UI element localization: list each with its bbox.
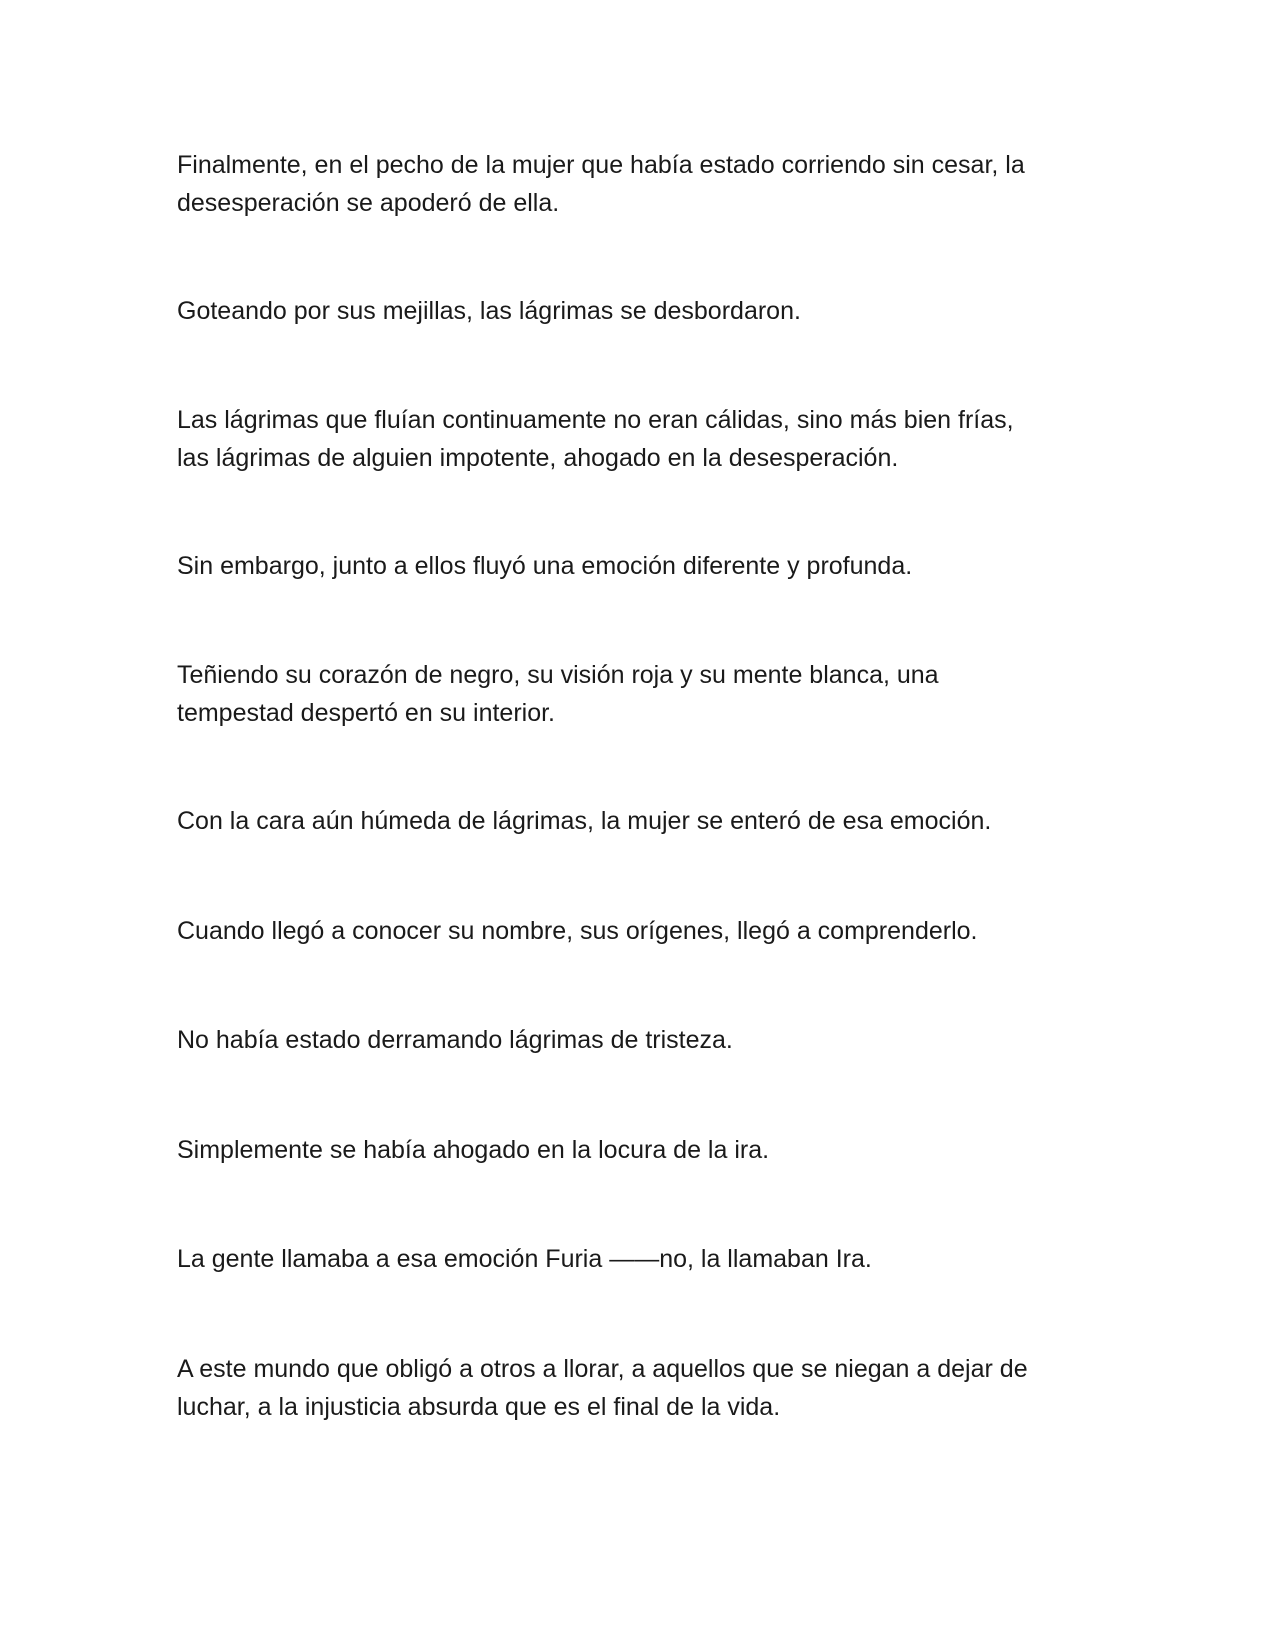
paragraph-line: A este mundo que obligó a otros a llorar, a aquellos que se niegan a dejar de [177, 1355, 1028, 1383]
paragraph-line: Las lágrimas que fluían continuamente no eran cálidas, sino más bien frías, [177, 406, 1014, 434]
paragraph-7 [177, 912, 1097, 950]
paragraph-line: las lágrimas de alguien impotente, ahogado en la desesperación. [177, 444, 899, 472]
paragraph-line: Simplemente se había ahogado en la locura de la ira. [177, 1136, 770, 1164]
paragraph-2 [177, 292, 1097, 330]
paragraph-line: tempestad despertó en su interior. [177, 699, 556, 727]
paragraph-4 [177, 547, 1097, 585]
paragraph-line: Teñiendo su corazón de negro, su visión roja y su mente blanca, una [177, 661, 939, 689]
paragraph-line: La gente llamaba a esa emoción Furia ——no, la llamaban Ira. [177, 1245, 872, 1273]
paragraph-1 [177, 146, 1097, 222]
paragraph-5 [177, 656, 1097, 732]
paragraph-line: Con la cara aún húmeda de lágrimas, la mujer se enteró de esa emoción. [177, 807, 992, 835]
paragraph-line: No había estado derramando lágrimas de tristeza. [177, 1026, 733, 1054]
paragraph-line: luchar, a la injusticia absurda que es el final de la vida. [177, 1393, 781, 1421]
paragraph-10 [177, 1240, 1097, 1278]
paragraph-6 [177, 802, 1097, 840]
paragraph-11 [177, 1350, 1097, 1426]
paragraph-line: Cuando llegó a conocer su nombre, sus orígenes, llegó a comprenderlo. [177, 917, 978, 945]
paragraph-line: Finalmente, en el pecho de la mujer que había estado corriendo sin cesar, la [177, 151, 1025, 179]
paragraph-3 [177, 401, 1097, 477]
paragraph-line: Sin embargo, junto a ellos fluyó una emoción diferente y profunda. [177, 552, 913, 580]
paragraph-line: Goteando por sus mejillas, las lágrimas se desbordaron. [177, 297, 801, 325]
paragraph-line: desesperación se apoderó de ella. [177, 189, 560, 217]
paragraph-9 [177, 1131, 1097, 1169]
paragraph-8 [177, 1021, 1097, 1059]
